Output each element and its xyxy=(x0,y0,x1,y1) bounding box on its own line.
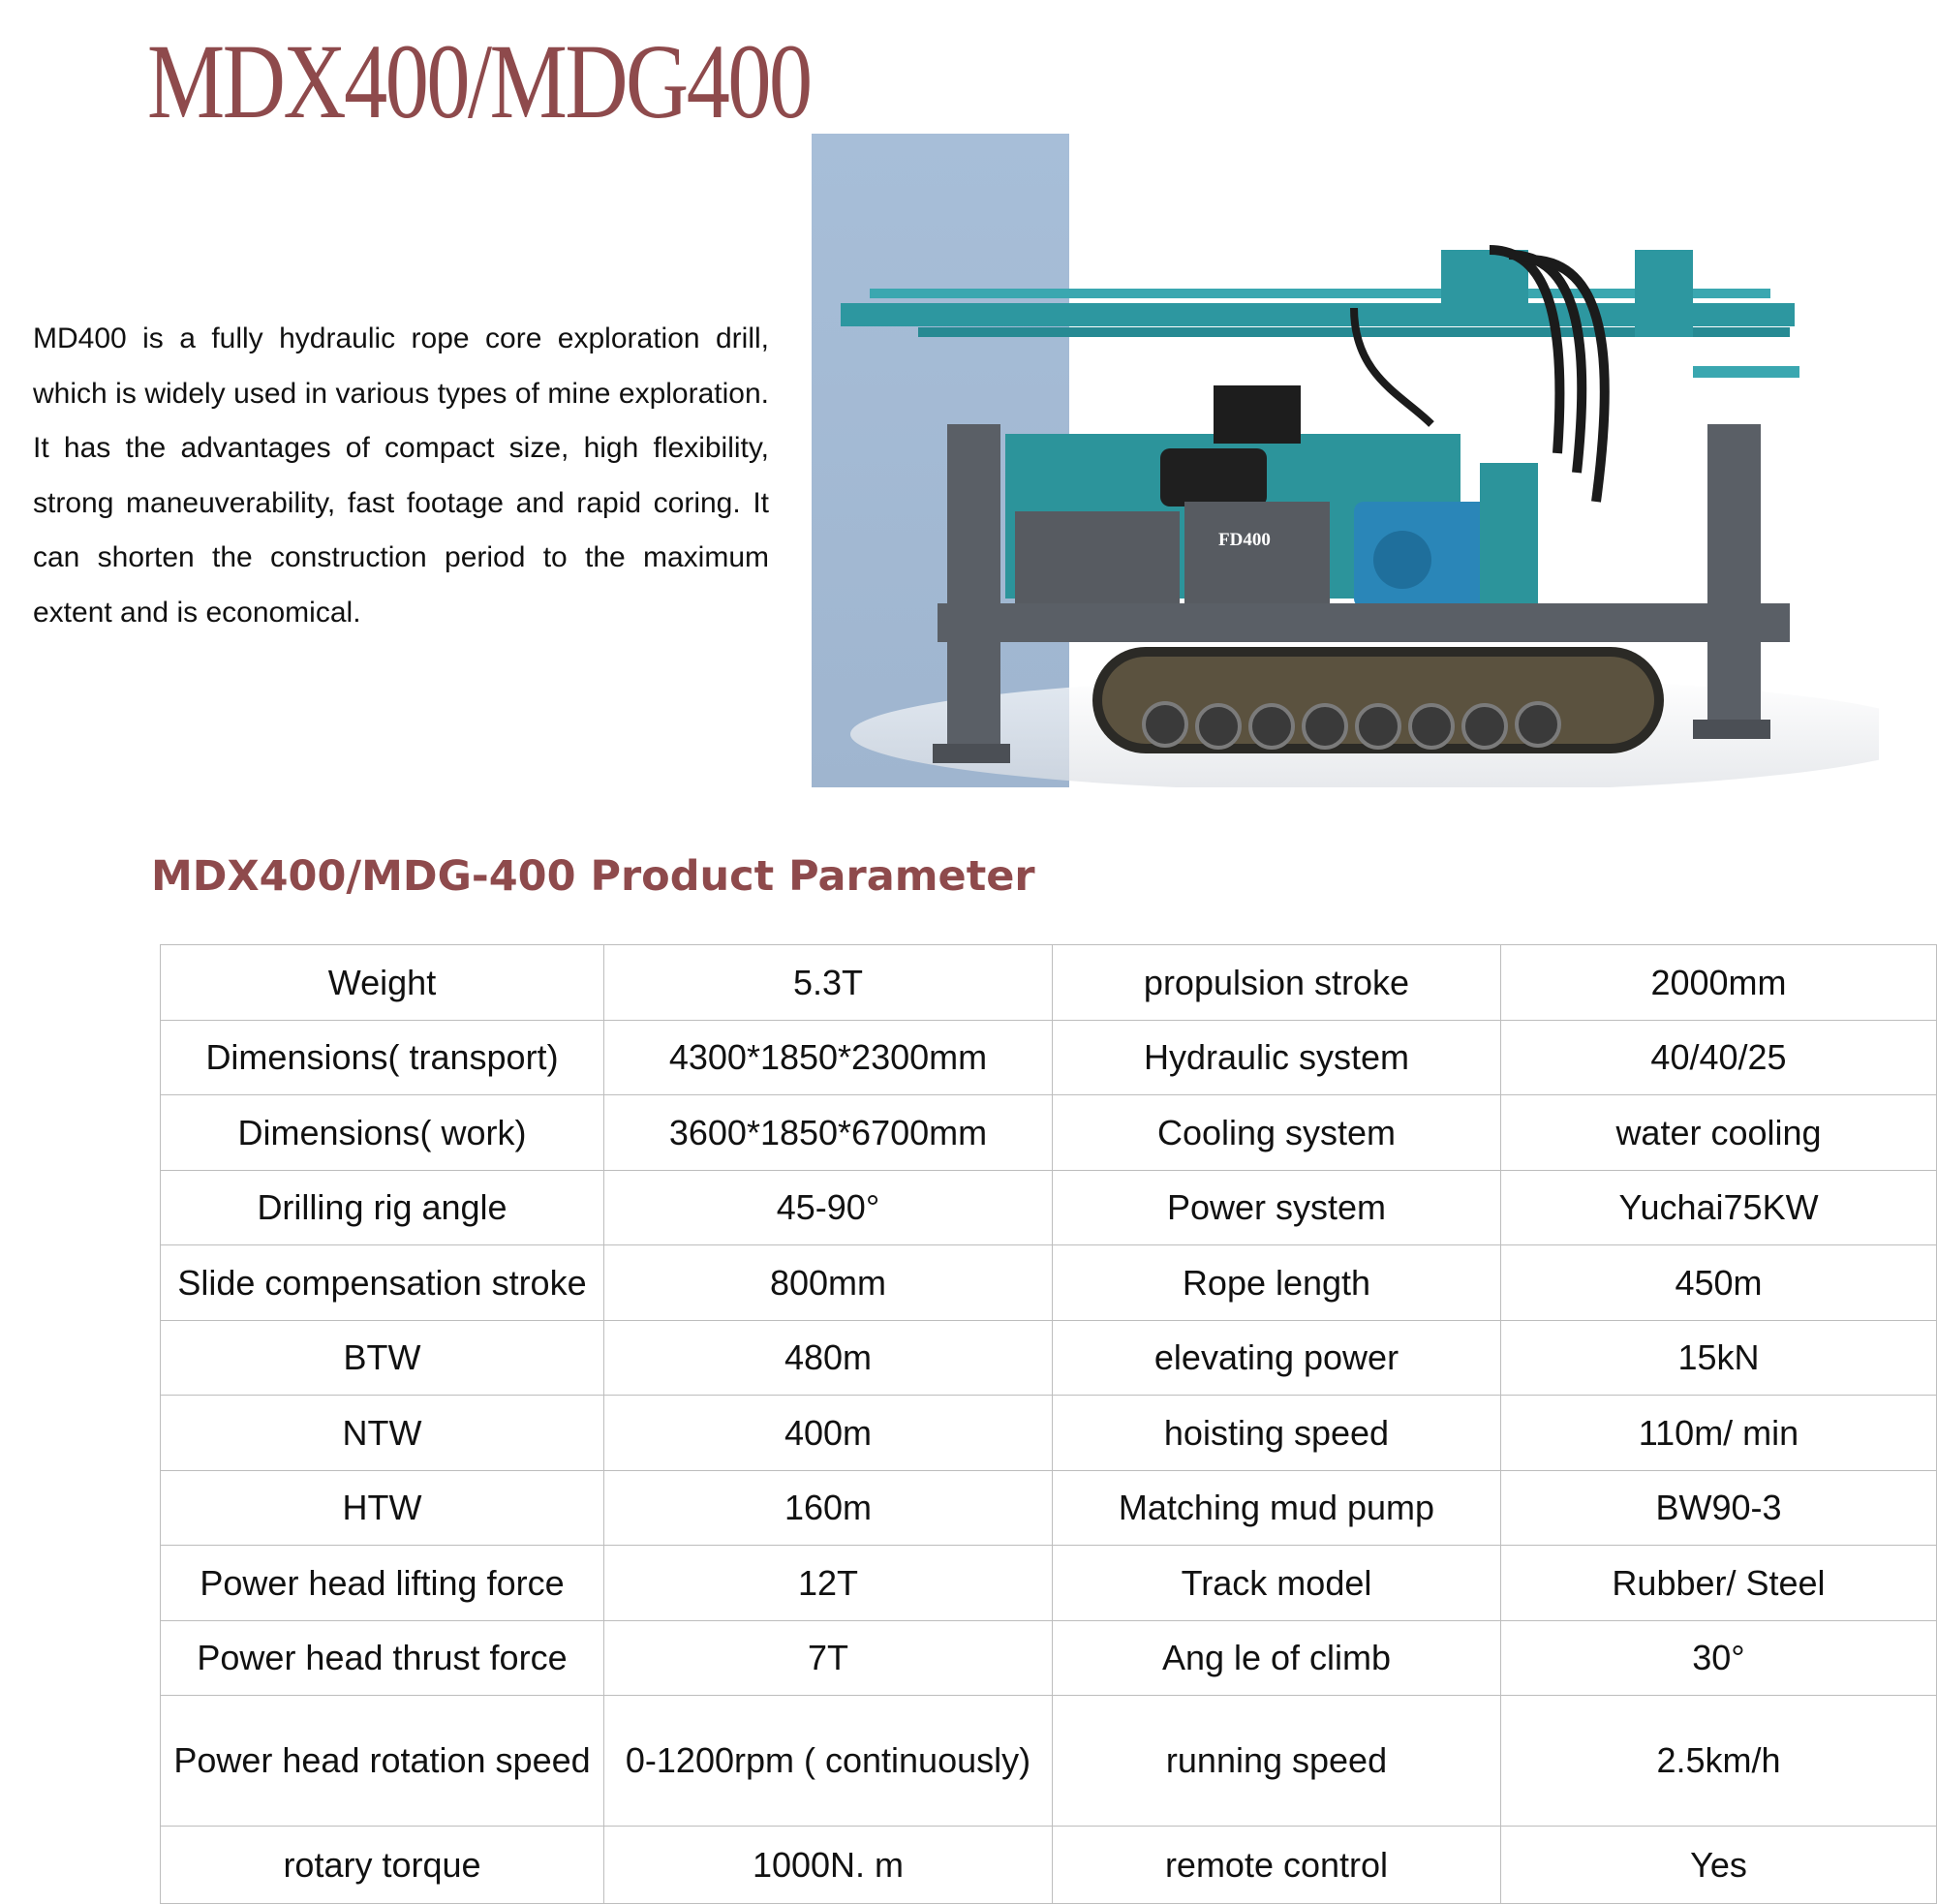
param-value: 400m xyxy=(604,1396,1053,1471)
param-value: 450m xyxy=(1501,1245,1937,1321)
param-value: 15kN xyxy=(1501,1320,1937,1396)
table-row xyxy=(161,945,1937,1021)
table-row xyxy=(161,1170,1937,1245)
param-name: propulsion stroke xyxy=(1053,945,1501,1021)
param-value: 7T xyxy=(604,1620,1053,1696)
param-value: 110m/ min xyxy=(1501,1396,1937,1471)
param-value: 480m xyxy=(604,1320,1053,1396)
param-value: water cooling xyxy=(1501,1095,1937,1171)
parameter-table xyxy=(160,944,1937,1904)
param-value: 2.5km/h xyxy=(1501,1696,1937,1827)
param-name: Matching mud pump xyxy=(1053,1470,1501,1546)
param-value: BW90-3 xyxy=(1501,1470,1937,1546)
param-name: Slide compensation stroke xyxy=(161,1245,604,1321)
machine-model-label: FD400 xyxy=(1218,530,1271,550)
table-row xyxy=(161,1470,1937,1546)
param-name: Cooling system xyxy=(1053,1095,1501,1171)
table-row xyxy=(161,1020,1937,1095)
param-name: elevating power xyxy=(1053,1320,1501,1396)
drill-rig-photo xyxy=(812,134,1879,787)
param-name: Power head thrust force xyxy=(161,1620,604,1696)
param-value: 45-90° xyxy=(604,1170,1053,1245)
param-value: 4300*1850*2300mm xyxy=(604,1020,1053,1095)
table-row xyxy=(161,1546,1937,1621)
param-name: BTW xyxy=(161,1320,604,1396)
table-row xyxy=(161,1827,1937,1904)
table-row xyxy=(161,1320,1937,1396)
param-value: Yuchai75KW xyxy=(1501,1170,1937,1245)
table-row xyxy=(161,1396,1937,1471)
param-value: 5.3T xyxy=(604,945,1053,1021)
param-name: Dimensions( transport) xyxy=(161,1020,604,1095)
table-row xyxy=(161,1696,1937,1827)
product-description: MD400 is a fully hydraulic rope core exploration drill, which is widely used in various types of mine exploration. It has the advantages of compact size, high flexibility, strong maneuverability, fast footage and rapid coring. It can shorten the construction period to the maximum extent and is economical. xyxy=(33,322,769,629)
table-row xyxy=(161,1245,1937,1321)
param-value: 160m xyxy=(604,1470,1053,1546)
param-value: 800mm xyxy=(604,1245,1053,1321)
param-value: Rubber/ Steel xyxy=(1501,1546,1937,1621)
param-name: hoisting speed xyxy=(1053,1396,1501,1471)
param-value: 1000N. m xyxy=(604,1827,1053,1904)
param-name: Drilling rig angle xyxy=(161,1170,604,1245)
param-name: running speed xyxy=(1053,1696,1501,1827)
param-name: remote control xyxy=(1053,1827,1501,1904)
param-name: Rope length xyxy=(1053,1245,1501,1321)
table-row xyxy=(161,1620,1937,1696)
param-name: Hydraulic system xyxy=(1053,1020,1501,1095)
param-value: Yes xyxy=(1501,1827,1937,1904)
param-value: 2000mm xyxy=(1501,945,1937,1021)
page-title: MDX400/MDG400 xyxy=(147,22,811,140)
param-name: Weight xyxy=(161,945,604,1021)
section-title: MDX400/MDG-400 Product Parameter xyxy=(151,852,1035,901)
param-name: Track model xyxy=(1053,1546,1501,1621)
param-name: Ang le of climb xyxy=(1053,1620,1501,1696)
param-value: 40/40/25 xyxy=(1501,1020,1937,1095)
param-value: 30° xyxy=(1501,1620,1937,1696)
param-name: Power head lifting force xyxy=(161,1546,604,1621)
param-name: HTW xyxy=(161,1470,604,1546)
param-name: Dimensions( work) xyxy=(161,1095,604,1171)
table-row xyxy=(161,1095,1937,1171)
param-value: 0-1200rpm ( continuously) xyxy=(604,1696,1053,1827)
param-value: 3600*1850*6700mm xyxy=(604,1095,1053,1171)
param-value: 12T xyxy=(604,1546,1053,1621)
param-name: NTW xyxy=(161,1396,604,1471)
param-name: Power head rotation speed xyxy=(161,1696,604,1827)
param-name: rotary torque xyxy=(161,1827,604,1904)
param-name: Power system xyxy=(1053,1170,1501,1245)
